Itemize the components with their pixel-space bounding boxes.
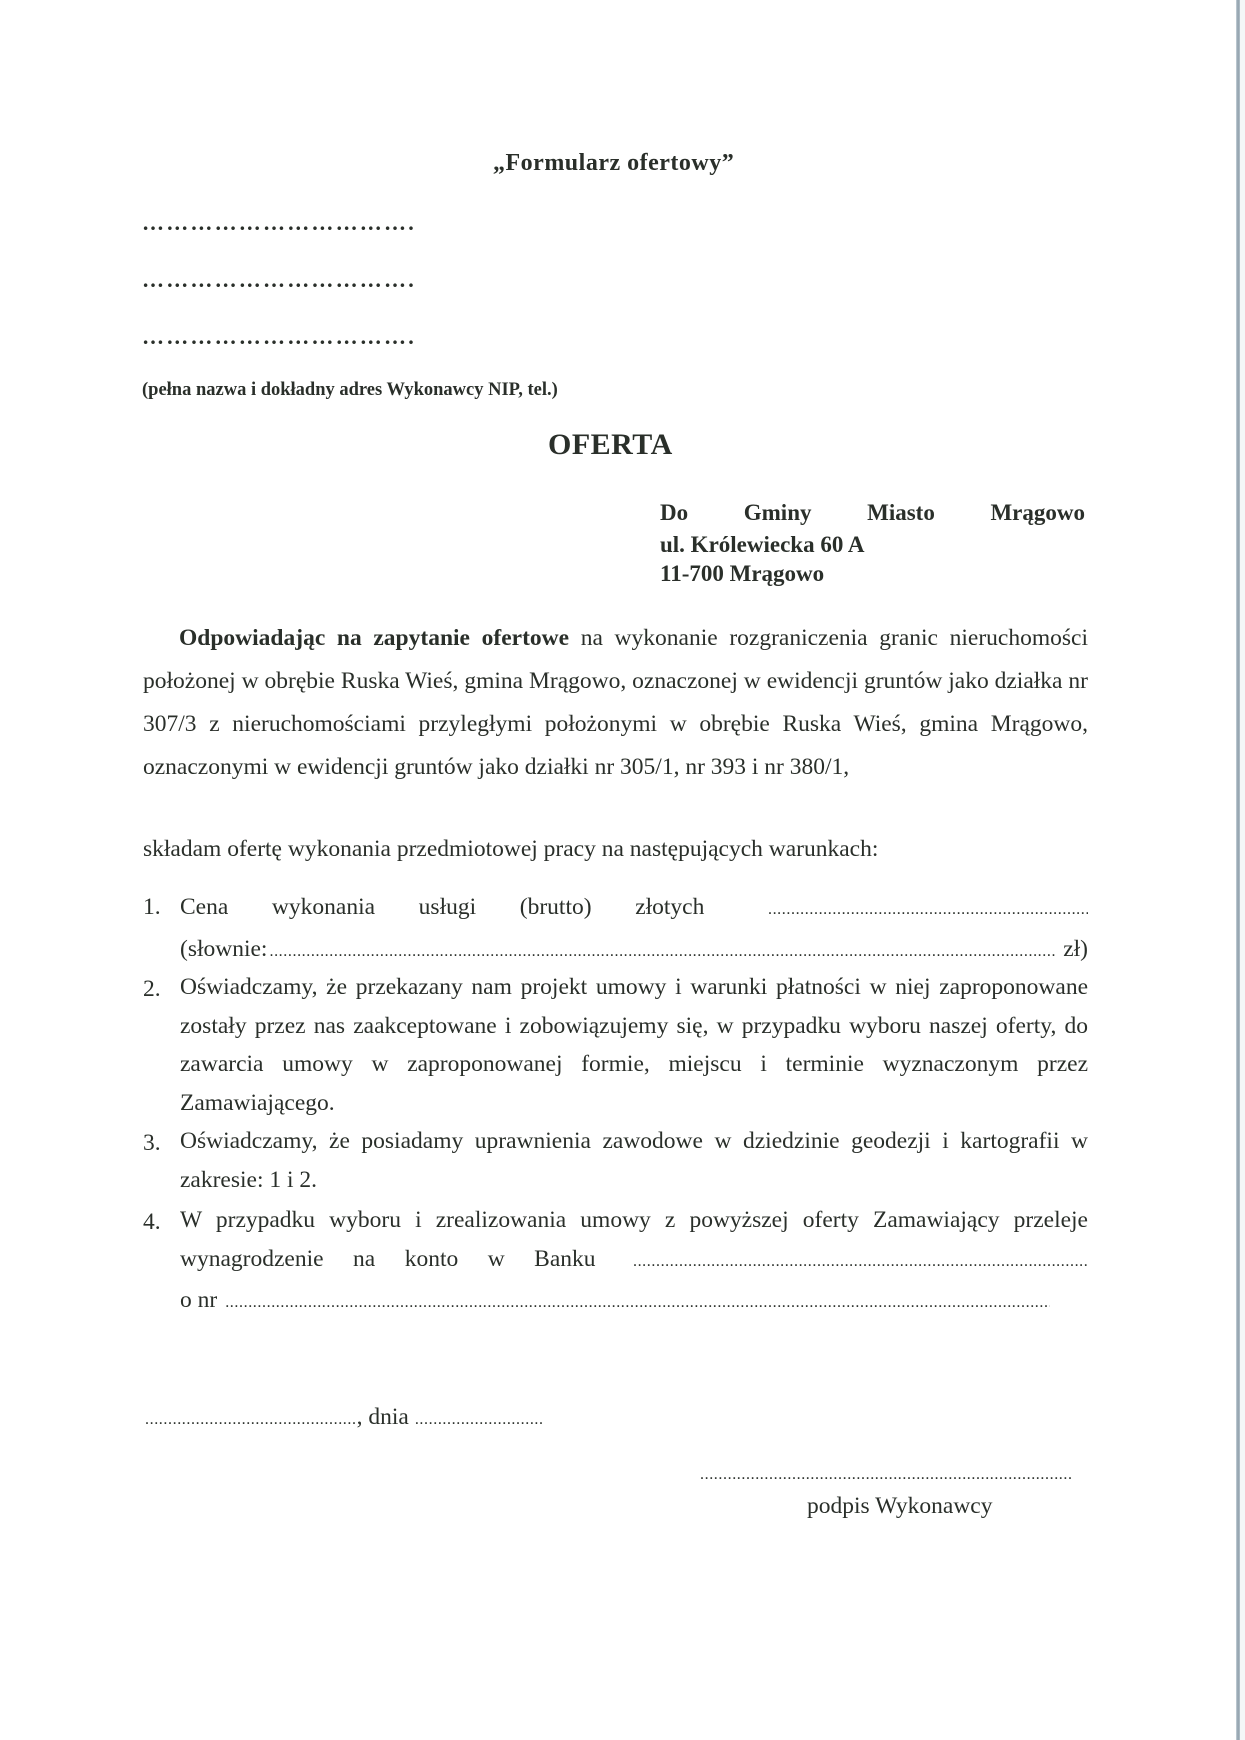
statement — [143, 828, 1088, 871]
list-item-acceptance — [143, 968, 1088, 1122]
place-date-line — [145, 1404, 544, 1431]
offer-title: OFERTA — [548, 428, 673, 461]
bank-line — [180, 1240, 1088, 1279]
recipient-city: 11-700 Mrągowo — [660, 561, 825, 586]
date-label: , dnia — [356, 1404, 409, 1430]
account-number-field[interactable] — [225, 1281, 1050, 1325]
account-line — [180, 1278, 1050, 1322]
recipient-word: Gminy — [743, 500, 812, 525]
recipient-line-1 — [660, 500, 1085, 526]
account-label: o nr — [180, 1287, 218, 1313]
contractor-nip-field[interactable]: ……………………………. — [142, 324, 416, 349]
bank-word: na — [353, 1245, 376, 1272]
intro-body: na wykonanie rozgraniczenia granic nieruchomości położonej w obrębie Ruska Wieś, gmina Mrągowo, oznaczonej w ewidencji gruntów jako działka nr 307/3 z nieruchomościami przyległymi położonymi w obrębie Ruska Wieś, gmina Mrągowo, oznaczonymi w ewidencji gruntów jako działki nr 305/1, nr 393 i nr 380/1, — [143, 625, 1088, 780]
date-field[interactable]: ............................ — [414, 1411, 544, 1428]
item-number: 3. — [143, 1130, 161, 1156]
intro-bold-lead: Odpowiadając na zapytanie ofertowe — [179, 625, 570, 651]
payment-text: W przypadku wyboru i zrealizowania umowy z powyższej oferty Zamawiający przeleje — [180, 1207, 1088, 1233]
price-word: (brutto) — [519, 894, 592, 920]
contractor-name-field[interactable]: ……………………………. — [142, 210, 416, 235]
price-word: Cena — [180, 894, 229, 920]
place-field[interactable]: .............................................. — [145, 1411, 357, 1428]
bank-word: wynagrodzenie — [180, 1245, 324, 1272]
signature-field[interactable]: ................................................................................. — [700, 1466, 1073, 1483]
contractor-address-field[interactable]: ……………………………. — [142, 267, 416, 292]
recipient-word: Mrągowo — [990, 500, 1085, 525]
price-word: usługi — [418, 894, 477, 920]
price-words-label: (słownie: — [180, 936, 268, 962]
list-item-price — [143, 886, 1088, 970]
acceptance-text: Oświadczamy, że przekazany nam projekt umowy i warunki płatności w niej zaproponowane zostały przez nas zaakceptowane i zobowiązujemy się, w przypadku wyboru naszej oferty, do zawarcia umowy w zaproponowanej formie, miejscu i terminie wyznaczonym przez Zamawiającego. — [180, 974, 1088, 1116]
conditions-list — [143, 886, 1088, 1322]
price-words-suffix: zł) — [1063, 936, 1088, 962]
item-number: 4. — [143, 1209, 161, 1235]
contractor-note: (pełna nazwa i dokładny adres Wykonawcy NIP, tel.) — [142, 380, 558, 400]
recipient-word: Miasto — [867, 500, 935, 525]
bank-word: Banku — [534, 1245, 596, 1272]
statement-text: składam ofertę wykonania przedmiotowej pracy na następujących warunkach: — [143, 836, 879, 862]
list-item-qualifications — [143, 1122, 1088, 1199]
price-words-field[interactable] — [269, 931, 1057, 973]
price-line — [180, 886, 1088, 928]
price-word: wykonania — [271, 894, 376, 920]
item-number: 1. — [143, 894, 161, 920]
list-item-payment — [143, 1201, 1088, 1322]
bank-word: w — [487, 1245, 505, 1272]
bank-word: konto — [404, 1245, 459, 1272]
intro-paragraph — [143, 617, 1088, 789]
scan-margin — [1240, 0, 1245, 1740]
item-number: 2. — [143, 976, 161, 1002]
price-word: złotych — [635, 894, 705, 920]
price-words-line — [180, 928, 1088, 970]
qualifications-text: Oświadczamy, że posiadamy uprawnienia zawodowe w dziedzinie geodezji i kartografii w zakresie: 1 i 2. — [180, 1128, 1088, 1193]
recipient-word: Do — [660, 500, 689, 525]
form-title: „Formularz ofertowy” — [493, 150, 735, 176]
intro-text — [143, 617, 1088, 789]
signature-label: podpis Wykonawcy — [807, 1493, 993, 1519]
price-amount-field[interactable] — [768, 889, 1088, 931]
recipient-street: ul. Królewiecka 60 A — [660, 532, 865, 557]
bank-name-field[interactable] — [633, 1243, 1088, 1282]
